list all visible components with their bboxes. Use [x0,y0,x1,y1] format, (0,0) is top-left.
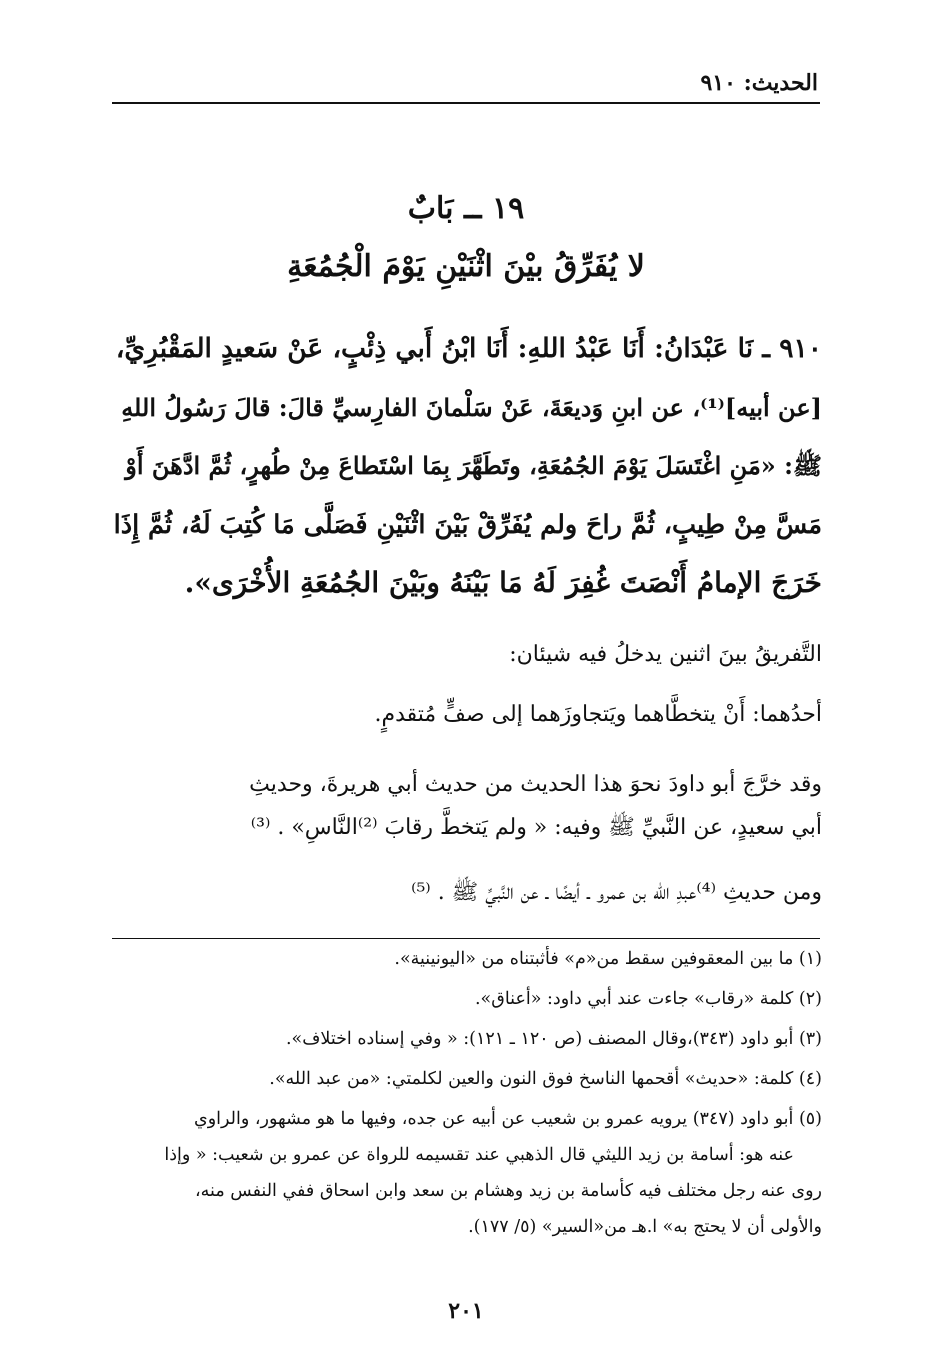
hadith-line: [عن أبيه]⁽¹⁾، عن ابنِ وَديعَةَ، عَنْ سَلْمانَ الفارِسيِّ قالَ: قالَ رَسُولُ اللهِ [121,392,822,422]
hadith-line: ﷺ: «مَنِ اغْتَسَلَ يَوْمَ الجُمُعَةِ، وتَطَهَّرَ بِمَا اسْتَطاعَ مِنْ طُهرٍ، ثُمَّ ادَّهَنَ أَوْ [125,451,822,480]
page-number: ٢٠١ [448,1298,484,1324]
footnote-divider [112,938,820,939]
commentary-paragraph: التَّفريقُ بينَ اثنين يدخلُ فيه شيئان: [509,642,822,667]
footnote-3: (٣) أبو داود (٣٤٣)،وقال المصنف (ص ١٢٠ ـ ١٢١): « وفي إسناده اختلاف». [285,1029,822,1049]
hadith-line: ٩١٠ ـ نَا عَبْدَانُ: أَنَا عَبْدُ اللهِ: أَنَا ابْنُ أَبي ذِئْبٍ، عَنْ سَعيدٍ المَقْبُرِيِّ، [115,333,822,364]
hadith-text [112,320,822,613]
footnote-4: (٤) كلمة: «حديث» أقحمها الناسخ فوق النون والعين لكلمتي: «من عبد الله». [269,1069,822,1089]
running-header: الحديث: ٩١٠ [700,70,818,96]
footnote-5: (٥) أبو داود (٣٤٧) يرويه عمرو بن شعيب عن أبيه عن جده، وفيها ما هو مشهور، والراوي [194,1109,822,1129]
footnote-5-continuation: عنه هو: أسامة بن زيد الليثي قال الذهبي عند تقسيمه للرواة عن عمرو بن شعيب: « وإذا [164,1145,794,1165]
hadith-line: خَرَجَ الإمامُ أَنْصَتَ غُفِرَ لَهُ مَا بَيْنَهُ وبَيْنَ الجُمُعَةِ الأُخْرَى». [184,566,822,599]
commentary-paragraph: وقد خرَّجَ أبو داودَ نحوَ هذا الحديث من حديث أبي هريرةَ، وحديثِ [249,772,822,797]
footnote-5-continuation: روى عنه رجل مختلف فيه كأسامة بن زيد وهشام بن سعد وابن اسحاق ففي النفس منه، [195,1181,822,1201]
header-divider [112,102,820,104]
footnote-1: (١) ما بين المعقوفين سقط من«م» فأثبتناه من «اليونينية». [394,949,822,969]
hadith-line: مَسَّ مِنْ طِيبٍ، ثُمَّ راحَ ولم يُفَرِّقْ بَيْنَ اثْنَيْنِ فَصَلَّى مَا كُتِبَ لَهُ، ثُمَّ إِذَا [113,509,822,540]
chapter-subtitle: لا يُفَرِّقُ بيْنَ اثْنَيْنِ يَوْمَ الْجُمُعَةِ [287,249,645,284]
footnote-5-continuation: والأولى أن لا يحتج به» ا.هـ من«السير» (٥/ ١٧٧). [468,1217,822,1237]
commentary-paragraph: أحدُهما: أَنْ يتخطَّاهما ويَتجاوزَهما إلى صفٍّ مُتقدمٍ. [374,702,822,727]
commentary-paragraph: ومن حديثِ ⁽⁴⁾عبدِ الله بن عمرو ـ أيضًا ـ عن النَّبيِّ ﷺ . ⁽⁵⁾ [411,880,822,905]
commentary-paragraph: أبي سعيدٍ، عن النَّبيِّ ﷺ وفيه: « ولم يَتخطَّ رقابَ ⁽²⁾النَّاسِ» . ⁽³⁾ [250,815,822,840]
footnote-2: (٢) كلمة «رقاب» جاءت عند أبي داود: «أعناق». [474,989,822,1009]
chapter-title: ١٩ ــ بَابٌ [407,191,525,226]
